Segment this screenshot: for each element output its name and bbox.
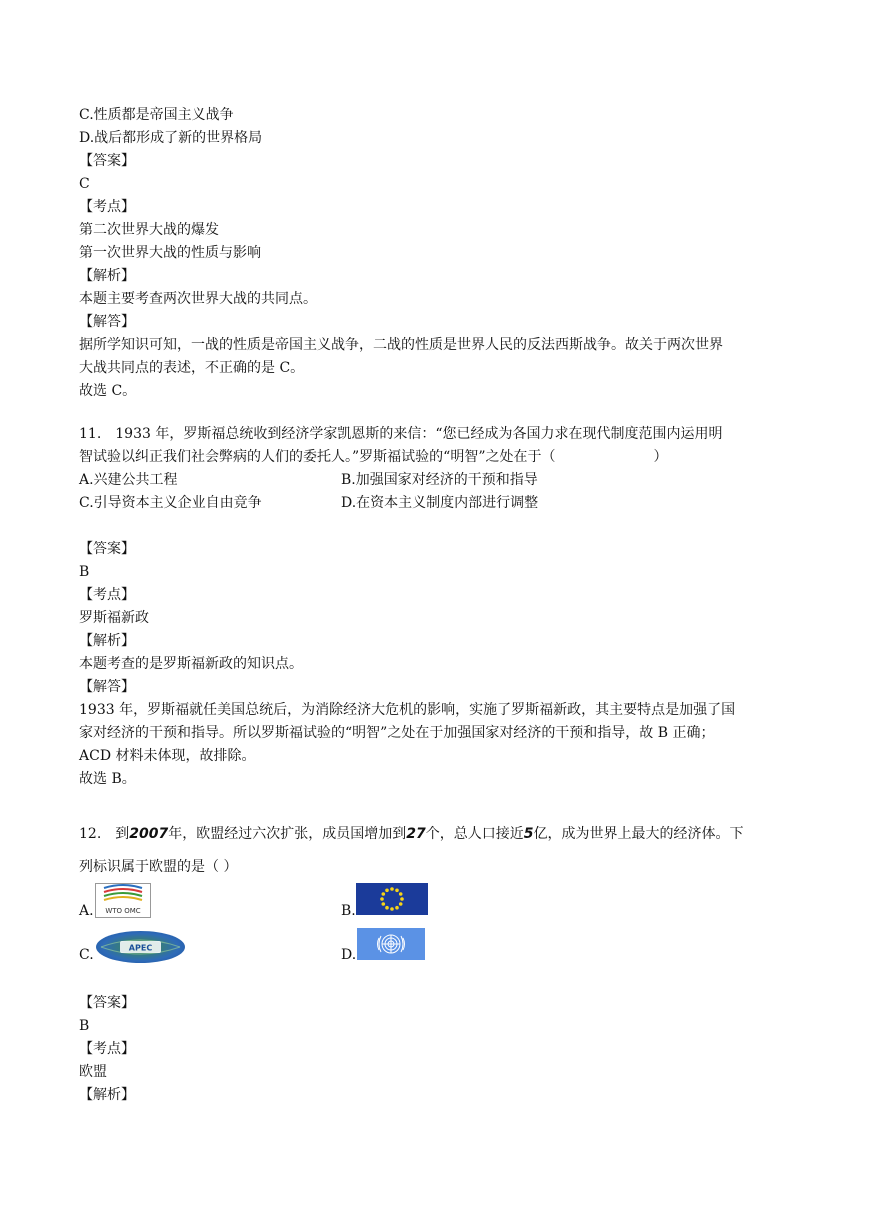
q11-option-a: A.兴建公共工程 — [79, 472, 178, 488]
q10-jieda-line-1: 据所学知识可知，一战的性质是帝国主义战争，二战的性质是世界人民的反法西斯战争。故关于两次世界 — [79, 337, 723, 353]
eu-stars-icon — [356, 883, 428, 915]
q11-kaodian-label: 【考点】 — [79, 587, 135, 603]
q11-option-c: C.引导资本主义企业自由竞争 — [79, 495, 262, 511]
q12-stem-part-4: 亿，成为世界上最大的经济体。下 — [533, 826, 744, 842]
q12-population: 5 — [523, 826, 534, 842]
q12-kaodian: 欧盟 — [79, 1064, 107, 1080]
q11-stem-line-2: 智试验以纠正我们社会弊病的人们的委托人。”罗斯福试验的“明智”之处在于（ ） — [79, 449, 668, 465]
q11-option-b: B.加强国家对经济的干预和指导 — [341, 472, 538, 488]
q12-member-count: 27 — [406, 826, 426, 842]
q10-jieda-line-2: 大战共同点的表述，不正确的是 C。 — [79, 360, 305, 376]
q11-answer: B — [79, 564, 90, 580]
q12-option-b-label: B. — [341, 903, 356, 919]
apec-logo-text: APEC — [128, 943, 153, 953]
q12-kaodian-label: 【考点】 — [79, 1041, 135, 1057]
wto-logo-icon — [96, 884, 150, 917]
q10-answer-label: 【答案】 — [79, 153, 135, 169]
q10-option-c: C.性质都是帝国主义战争 — [79, 107, 234, 123]
q12-jiexi-label: 【解析】 — [79, 1087, 135, 1103]
q12-stem-part-3: 个，总人口接近 — [425, 826, 524, 842]
apec-globe-icon — [96, 931, 185, 963]
q11-jiexi-label: 【解析】 — [79, 633, 135, 649]
q12-stem-line-1 — [79, 824, 743, 844]
q11-answer-label: 【答案】 — [79, 541, 135, 557]
q10-jieda-label: 【解答】 — [79, 314, 135, 330]
q11-option-d: D.在资本主义制度内部进行调整 — [341, 495, 539, 511]
q11-jieda-line-1: 1933 年，罗斯福就任美国总统后，为消除经济大危机的影响，实施了罗斯福新政，其主要特点是加强了国 — [79, 702, 736, 718]
q10-jiexi: 本题主要考查两次世界大战的共同点。 — [79, 291, 317, 307]
q12-option-c-label: C. — [79, 947, 94, 963]
q11-kaodian: 罗斯福新政 — [79, 610, 149, 626]
wto-logo-text: WTO OMC — [105, 907, 141, 915]
q10-jiexi-label: 【解析】 — [79, 268, 135, 284]
q11-jieda-label: 【解答】 — [79, 679, 135, 695]
q10-option-d: D.战后都形成了新的世界格局 — [79, 130, 263, 146]
q12-stem-line-2: 列标识属于欧盟的是（ ） — [79, 859, 238, 875]
q10-kaodian-2: 第一次世界大战的性质与影响 — [79, 245, 261, 261]
eu-flag-image — [356, 883, 428, 915]
q12-stem-part-2: 年，欧盟经过六次扩张，成员国增加到 — [168, 826, 407, 842]
q12-option-d-label: D. — [341, 947, 357, 963]
q12-answer-label: 【答案】 — [79, 995, 135, 1011]
q11-jiexi: 本题考查的是罗斯福新政的知识点。 — [79, 656, 303, 672]
q11-conclusion: 故选 B。 — [79, 771, 136, 787]
q10-answer: C — [79, 176, 90, 192]
wto-logo-image — [95, 883, 151, 918]
q12-stem-part-1: 到 — [115, 826, 130, 842]
apec-logo-image — [96, 931, 185, 963]
q11-stem-line-1: 11. 1933 年，罗斯福总统收到经济学家凯恩斯的来信：“您已经成为各国力求在现代制度范围内运用明 — [79, 426, 723, 442]
un-emblem-icon — [357, 928, 425, 960]
q10-kaodian-1: 第二次世界大战的爆发 — [79, 222, 219, 238]
q12-answer: B — [79, 1018, 90, 1034]
q12-year: 2007 — [129, 826, 169, 842]
un-flag-image — [357, 928, 425, 960]
q10-conclusion: 故选 C。 — [79, 383, 137, 399]
q12-number: 12. — [79, 826, 116, 842]
q11-jieda-line-2: 家对经济的干预和指导。所以罗斯福试验的“明智”之处在于加强国家对经济的干预和指导，故 B 正确； — [79, 725, 715, 741]
q10-kaodian-label: 【考点】 — [79, 199, 135, 215]
q11-jieda-line-3: ACD 材料未体现，故排除。 — [79, 748, 256, 764]
q12-option-a-label: A. — [79, 903, 94, 919]
